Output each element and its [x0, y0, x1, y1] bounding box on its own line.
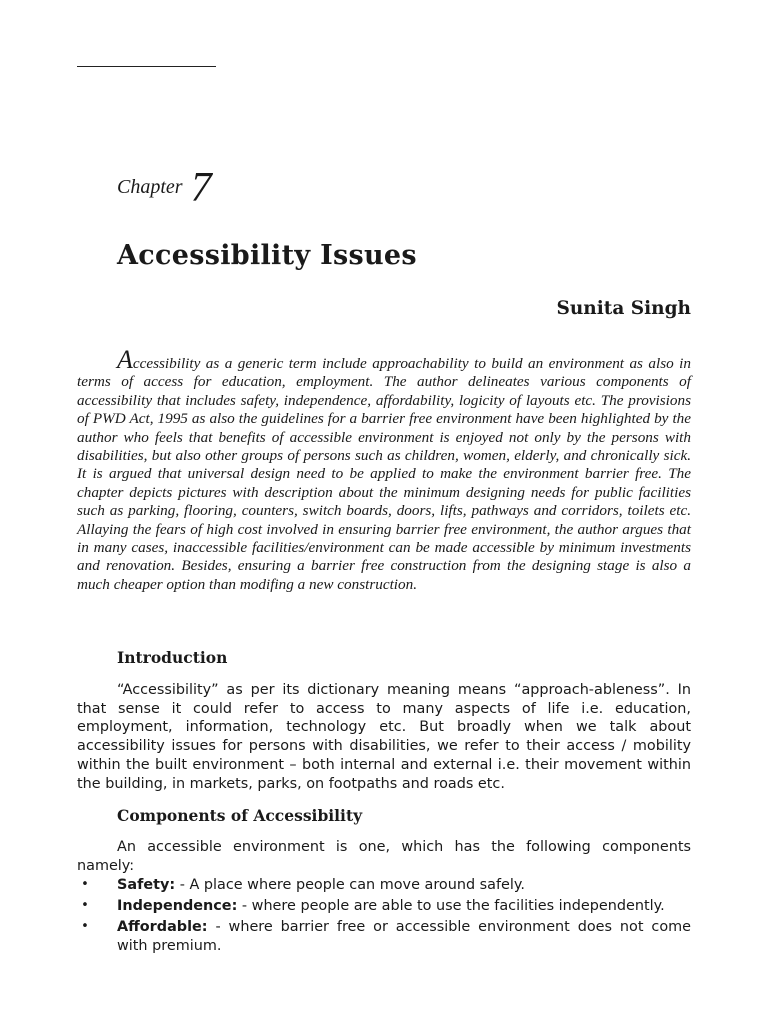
chapter-label: Chapter — [117, 176, 183, 198]
list-item — [77, 918, 691, 955]
bullet-icon: • — [81, 919, 89, 935]
bullet-icon: • — [81, 877, 89, 892]
header-rule — [77, 66, 216, 67]
list-item-text: - where people are able to use the facilities independently. — [237, 898, 665, 915]
chapter-heading — [117, 164, 212, 212]
abstract-text: ccessibility as a generic term include approachability to build an environment as also in terms of access for education, employment. The author delineates various components of accessibility that includes safety, independence, affordability, logicity of layouts etc. The provisions of PWD Act, 1995 as also the guidelines for a barrier free environment have been highlighted by the author who feels that benefits of accessible environment is enjoyed not only by the persons with disabilities, but also other groups of persons such as children, women, elderly, and chronically sick. It is argued that universal design need to be applied to make the environment barrier free. The chapter depicts pictures with description about the minimum designing needs for public facilities such as parking, flooring, counters, switch boards, doors, lifts, pathways and corridors, toilets etc. Allaying the fears of high cost involved in ensuring barrier free environment, the author argues that in many cases, inaccessible facilities/environment can be made accessible by minimum investments and renovation. Besides, ensuring a barrier free construction from the designing stage is also a much cheaper option than modifing a new construction. — [77, 355, 691, 593]
list-item-term: Affordable: — [117, 919, 208, 936]
list-item-text: - where barrier free or accessible environment does not come with premium. — [117, 919, 691, 955]
components-list — [77, 876, 691, 958]
introduction-heading: Introduction — [117, 648, 228, 667]
bullet-icon: • — [81, 898, 89, 914]
list-item — [77, 897, 691, 916]
abstract-dropcap: A — [117, 345, 133, 374]
components-intro-paragraph: An accessible environment is one, which has the following components namely: — [77, 839, 691, 874]
chapter-title: Accessibility Issues — [117, 240, 417, 271]
list-item-term: Safety: — [117, 877, 176, 893]
author-name: Sunita Singh — [556, 298, 691, 319]
chapter-number: 7 — [190, 165, 212, 211]
abstract — [77, 345, 691, 594]
list-item — [77, 876, 691, 895]
list-item-text: - A place where people can move around safely. — [175, 877, 525, 893]
list-item-term: Independence: — [117, 898, 238, 915]
components-heading: Components of Accessibility — [117, 806, 363, 825]
introduction-paragraph: “Accessibility” as per its dictionary meaning means “approach-ableness”. In that sense it could refer to access to many aspects of life i.e. education, employment, information, technology etc. But broadly when we talk about accessibility issues for persons with disabilities, we refer to their access / mobility within the built environment – both internal and external i.e. their movement within the building, in markets, parks, on footpaths and roads etc. — [77, 682, 691, 792]
